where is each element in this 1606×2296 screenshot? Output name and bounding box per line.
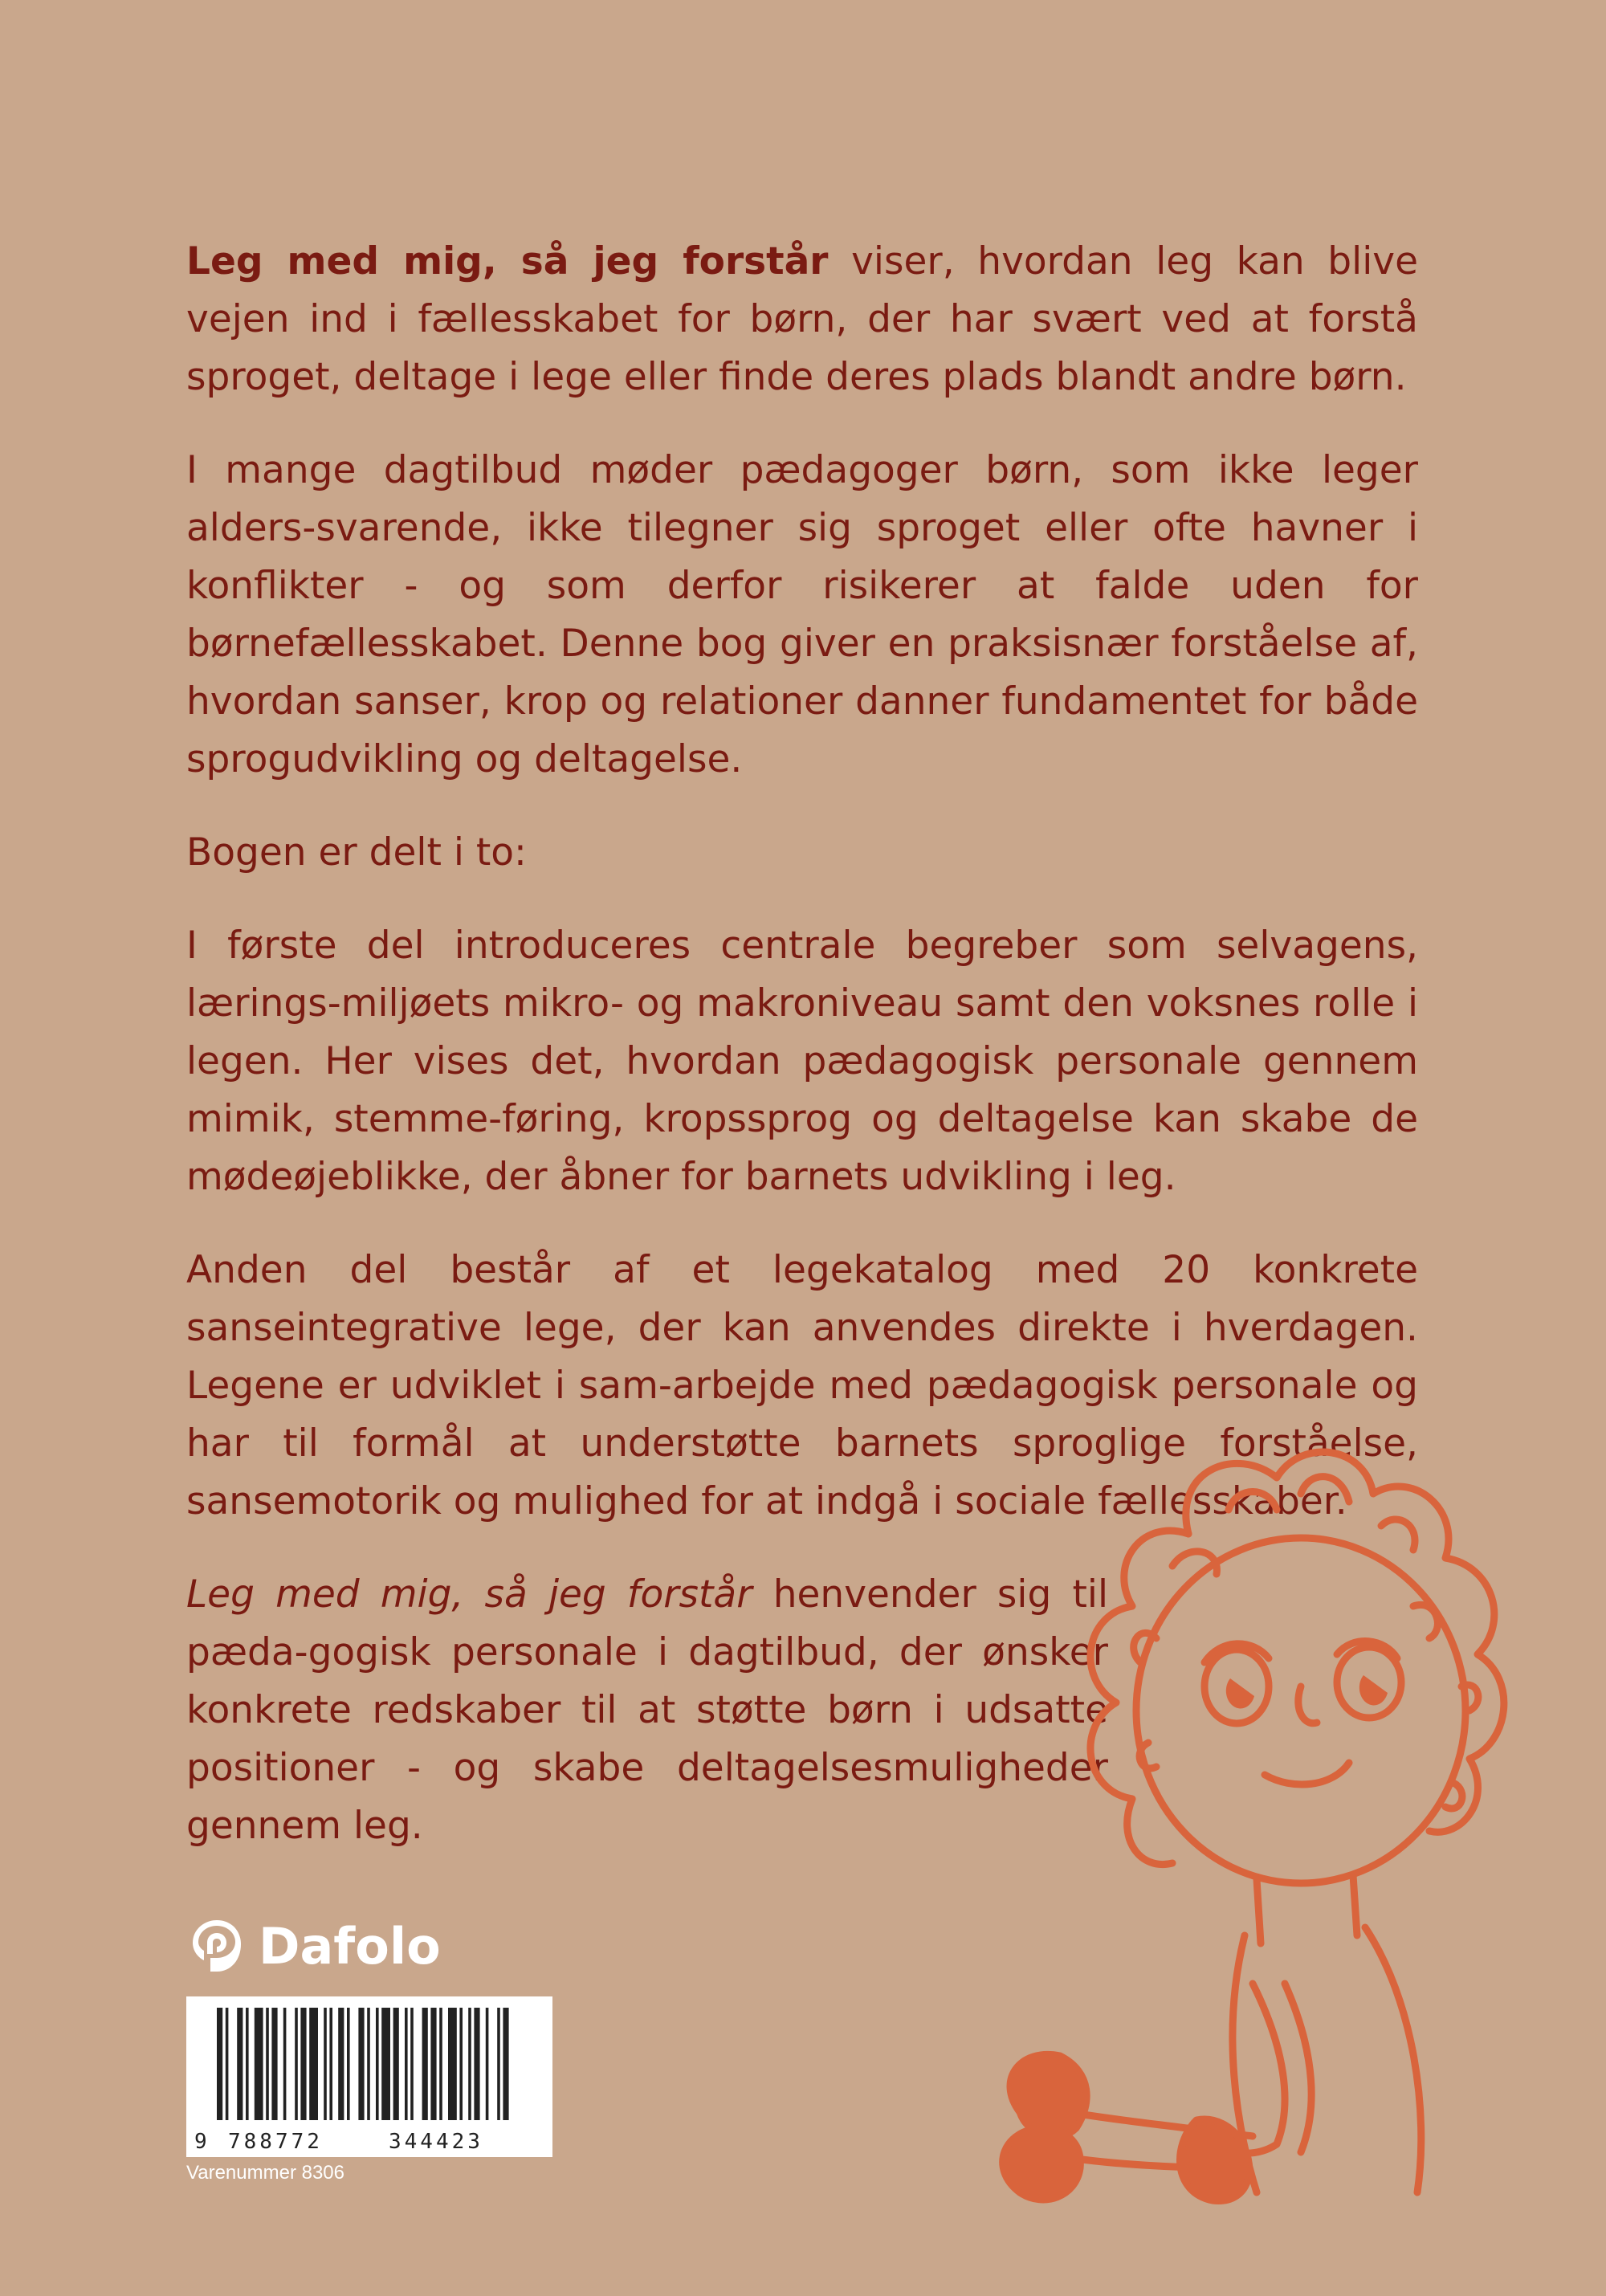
barcode-bar: [459, 2008, 463, 2120]
barcode-bar: [410, 2008, 414, 2120]
structure-intro: Bogen er delt i to:: [186, 830, 527, 875]
barcode-bar: [246, 2008, 249, 2120]
barcode-bar: [283, 2008, 287, 2120]
publisher-logo: [186, 1914, 441, 1978]
barcode-bar: [439, 2008, 442, 2120]
barcode-bar: [448, 2008, 457, 2120]
barcode-bar: [503, 2008, 508, 2120]
barcode-bar: [324, 2008, 327, 2120]
barcode-bar: [367, 2008, 370, 2120]
isbn-barcode: 9 788772 344423: [186, 1996, 552, 2157]
part-two-paragraph: Anden del består af et legekatalog med 20 konkrete sanseintegrative lege, der kan anvendes direkte i hverdagen. Legene er udviklet i sam-arbejde med pædagogisk personale og har til formål at understøtte barnets sproglige forståelse, sansemotorik og mulighed for at indgå i sociale fællesskaber.: [186, 1248, 1418, 1523]
publisher-name: Dafolo: [259, 1916, 441, 1976]
barcode-bar: [300, 2008, 306, 2120]
intro-paragraph: Leg med mig, så jeg forstår viser, hvordan leg kan blive vejen ind i fællesskabet for børn, der har svært ved at forstå sproget, deltage i lege eller finde deres plads blandt andre børn.: [186, 239, 1418, 399]
barcode-bar: [358, 2008, 364, 2120]
barcode-bar: [422, 2008, 428, 2120]
barcode-bar: [271, 2008, 277, 2120]
item-number: Varenummer 8306: [186, 2162, 344, 2184]
barcode-bar: [381, 2008, 390, 2120]
barcode-bar: [217, 2008, 222, 2120]
book-title-bold: Leg med mig, så jeg forstår: [186, 239, 829, 283]
barcode-bar: [295, 2008, 298, 2120]
barcode-bars: [186, 2008, 552, 2128]
barcode-bar: [376, 2008, 379, 2120]
barcode-bar: [329, 2008, 332, 2120]
part-one-paragraph: I første del introduceres centrale begreber som selvagens, lærings-miljøets mikro- og makroniveau samt den voksnes rolle i legen. Her vises det, hvordan pædagogisk personale gennem mimik, stemme-føring, kropssprog og deltagelse kan skabe de mødeøjeblikke, der åbner for barnets udvikling i leg.: [186, 924, 1418, 1199]
barcode-bar: [237, 2008, 243, 2120]
barcode-bar: [393, 2008, 399, 2120]
barcode-bar: [497, 2008, 500, 2120]
dafolo-logo-icon: [186, 1915, 247, 1976]
barcode-bar: [468, 2008, 471, 2120]
barcode-bar: [474, 2008, 479, 2120]
barcode-bar: [405, 2008, 408, 2120]
barcode-bar: [266, 2008, 269, 2120]
audience-paragraph: Leg med mig, så jeg forstår henvender sig til pæda-gogisk personale i dagtilbud, der ønsker konkrete redskaber til at støtte børn i udsatte positioner - og skabe deltagelsesmuligheder gennem leg.: [186, 1572, 1108, 1848]
barcode-bar: [347, 2008, 350, 2120]
barcode-bar: [309, 2008, 318, 2120]
context-paragraph: I mange dagtilbud møder pædagoger børn, som ikke leger alders-svarende, ikke tilegner sig sproget eller ofte havner i konflikter - og som derfor risikerer at falde uden for børnefællesskabet. Denne bog giver en praksisnær forståelse af, hvordan sanser, krop og relationer danner fundamentet for både sprogudvikling og deltagelse.: [186, 448, 1418, 781]
book-title-italic: Leg med mig, så jeg forstår: [186, 1572, 752, 1617]
barcode-bar: [430, 2008, 436, 2120]
barcode-bar: [255, 2008, 263, 2120]
barcode-bar: [226, 2008, 229, 2120]
child-illustration: [899, 1421, 1582, 2225]
barcode-bar: [486, 2008, 489, 2120]
barcode-bar: [338, 2008, 344, 2120]
